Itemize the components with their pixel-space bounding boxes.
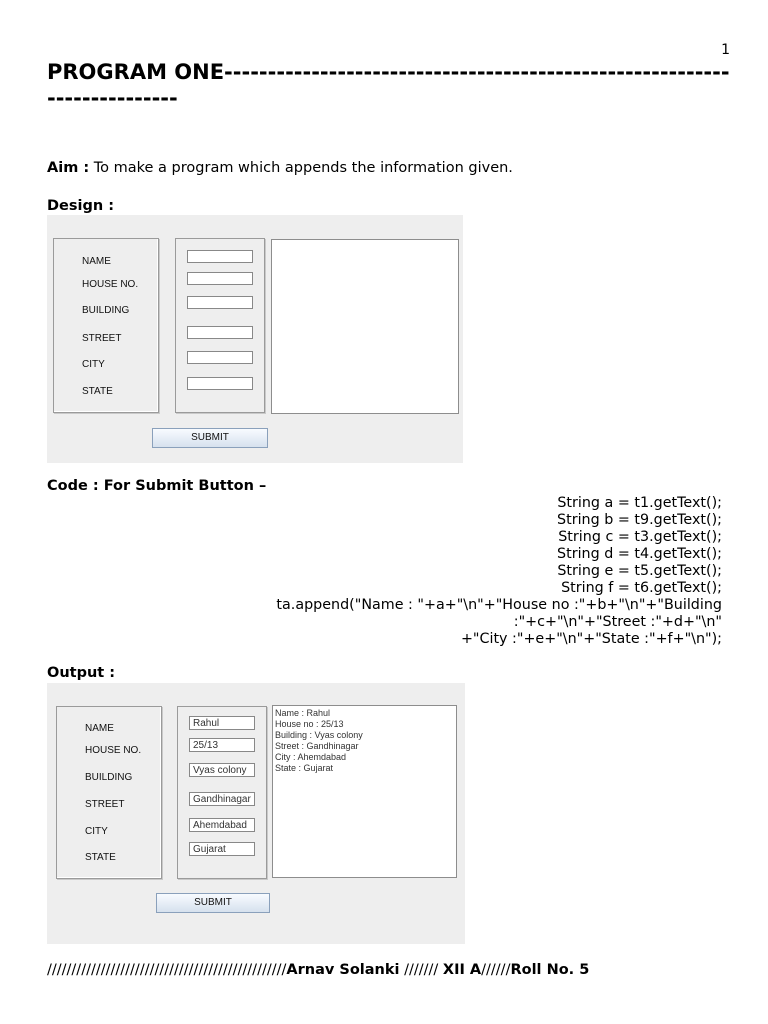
output-line: Name : Rahul (275, 708, 331, 718)
output-state-input[interactable]: Gujarat (189, 842, 255, 856)
output-label-house: HOUSE NO. (85, 745, 142, 756)
code-label: Code : For Submit Button – (47, 478, 267, 494)
output-line: Building : Vyas colony (275, 730, 363, 740)
output-form-panel (47, 683, 465, 944)
code-line: ta.append("Name : "+a+"\n"+"House no :"+b+"\n"+"Building (276, 597, 722, 613)
design-street-input[interactable] (187, 326, 253, 339)
output-label-street: STREET (85, 799, 125, 810)
code-block (162, 495, 722, 648)
output-textarea-content (275, 708, 363, 774)
output-name-input[interactable]: Rahul (189, 716, 255, 730)
page-heading: PROGRAM ONE------------------------------------------------------------------------- (47, 60, 730, 110)
design-label-city: CITY (82, 359, 105, 370)
footer-separator: ////// (481, 962, 511, 978)
code-line: String e = t5.getText(); (557, 563, 722, 579)
code-line: String f = t6.getText(); (561, 580, 722, 596)
design-house-input[interactable] (187, 272, 253, 285)
output-label-name: NAME (85, 723, 114, 734)
code-line: :"+c+"\n"+"Street :"+d+"\n" (513, 614, 722, 630)
design-label: Design : (47, 198, 115, 214)
design-city-input[interactable] (187, 351, 253, 364)
design-form-panel (47, 215, 463, 463)
code-line: String a = t1.getText(); (557, 495, 722, 511)
page-number: 1 (721, 42, 730, 58)
footer (47, 962, 589, 978)
design-label-name: NAME (82, 256, 111, 267)
design-state-input[interactable] (187, 377, 253, 390)
output-line: House no : 25/13 (275, 719, 344, 729)
output-city-input[interactable]: Ahemdabad (189, 818, 255, 832)
code-line: String b = t9.getText(); (557, 512, 722, 528)
output-line: City : Ahemdabad (275, 752, 347, 762)
output-label-city: CITY (85, 826, 108, 837)
output-line: Street : Gandhinagar (275, 741, 359, 751)
output-label: Output : (47, 665, 116, 681)
footer-student-name: Arnav Solanki (286, 962, 400, 978)
output-submit-button[interactable]: SUBMIT (156, 893, 270, 913)
code-line: String d = t4.getText(); (557, 546, 722, 562)
design-output-textarea[interactable] (271, 239, 459, 414)
footer-roll-number: Roll No. 5 (510, 962, 590, 978)
aim-text: To make a program which appends the information given. (93, 160, 513, 176)
output-fields-box (177, 706, 267, 879)
output-labels-box (56, 706, 162, 879)
aim-label: Aim : (47, 160, 90, 176)
output-label-state: STATE (85, 852, 116, 863)
design-label-building: BUILDING (82, 305, 130, 316)
code-line: String c = t3.getText(); (558, 529, 722, 545)
design-building-input[interactable] (187, 296, 253, 309)
design-name-input[interactable] (187, 250, 253, 263)
output-line: State : Gujarat (275, 763, 334, 773)
code-line: +"City :"+e+"\n"+"State :"+f+"\n"); (460, 631, 722, 647)
output-label-building: BUILDING (85, 772, 133, 783)
output-street-input[interactable]: Gandhinagar (189, 792, 255, 806)
footer-class: XII A (442, 962, 482, 978)
design-label-house: HOUSE NO. (82, 279, 139, 290)
design-fields-box (175, 238, 265, 413)
output-textarea[interactable] (272, 705, 457, 878)
aim-section (47, 160, 513, 176)
design-label-state: STATE (82, 386, 113, 397)
footer-slashes: ///////////////////////////////////////////////// (47, 962, 287, 978)
design-label-street: STREET (82, 333, 122, 344)
design-labels-box (53, 238, 159, 413)
output-building-input[interactable]: Vyas colony (189, 763, 255, 777)
footer-separator: /////// (399, 962, 443, 978)
design-submit-button[interactable]: SUBMIT (152, 428, 268, 448)
output-house-input[interactable]: 25/13 (189, 738, 255, 752)
